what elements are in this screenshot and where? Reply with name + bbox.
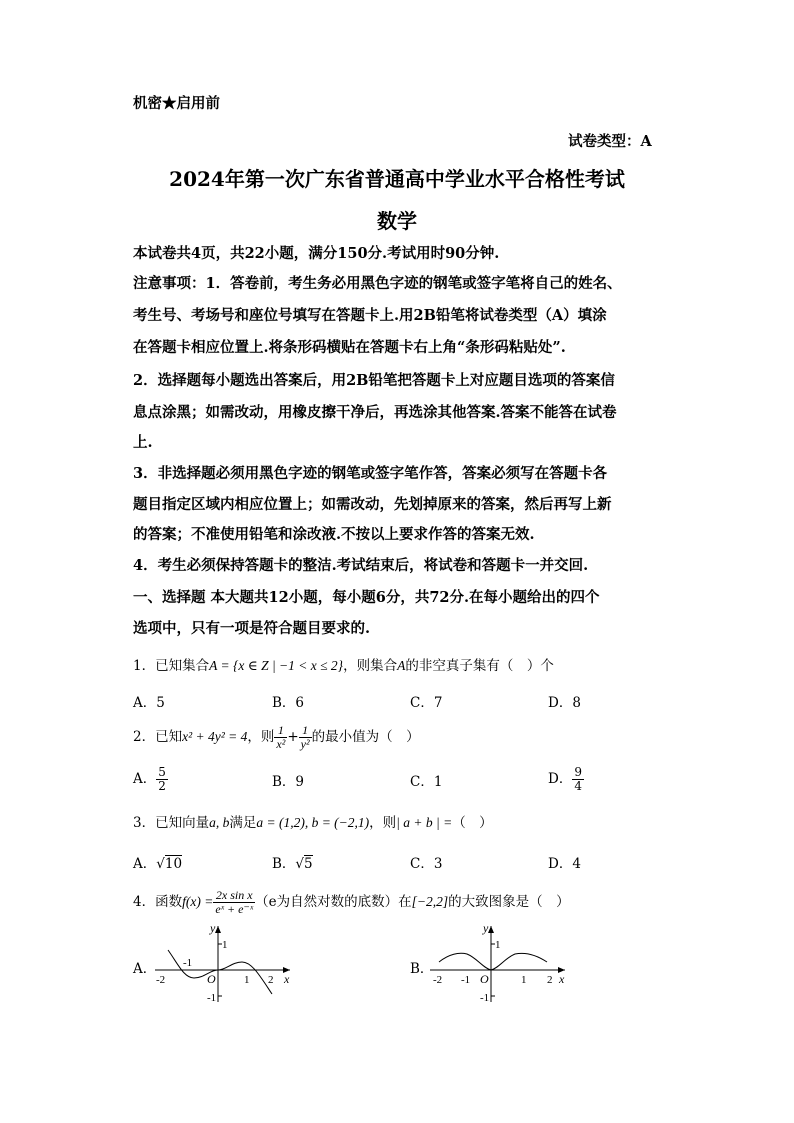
tick-label: -1	[183, 957, 193, 969]
vector-condition: a = (1,2), b = (−2,1)	[256, 815, 370, 830]
fraction-numerator: 1	[274, 724, 287, 738]
notice-line: 3．非选择题必须用黑色字迹的钢笔或签字笔作答，答案必须写在答题卡各	[133, 465, 608, 482]
fraction	[299, 724, 312, 750]
notice-line: 考生号、考场号和座位号填写在答题卡上.用2B铅笔将试卷类型（A）填涂	[133, 307, 607, 324]
sqrt-value: 10	[164, 856, 183, 872]
tick-label: 2	[268, 974, 274, 986]
graph-option-b	[425, 920, 575, 1008]
notice-line: 的答案；不准使用铅笔和涂改液.不按以上要求作答的答案无效.	[133, 526, 535, 543]
set-expression: A = {x ∈ Z | −1 < x ≤ 2}	[209, 658, 344, 673]
question-4	[133, 884, 570, 920]
tick-label: -2	[156, 974, 166, 986]
tick-label: 1	[521, 974, 527, 986]
option-d	[548, 762, 584, 796]
vector-names: a, b	[209, 815, 230, 830]
sqrt-value: 5	[304, 856, 313, 872]
axis-label-x: x	[559, 972, 565, 986]
fraction	[274, 724, 287, 750]
axis-label-y: y	[210, 921, 216, 935]
function-name: f(x) =	[182, 894, 214, 909]
fraction-denominator: x²	[276, 737, 286, 751]
fraction-numerator: 9	[574, 765, 582, 780]
axis-label-x: x	[284, 972, 290, 986]
fraction-denominator: y²	[300, 737, 310, 751]
vector-expression: | a + b | =	[396, 815, 453, 830]
question-text: 1．已知集合	[133, 658, 210, 674]
variable: A	[397, 658, 406, 673]
subject-title: 数学	[377, 209, 417, 233]
question-text: （e为自然对数的底数）在	[255, 894, 412, 910]
fraction	[572, 766, 584, 792]
option-b: B．	[410, 961, 434, 977]
question-text: 的大致图象是（ ）	[448, 894, 570, 910]
secret-label: 机密★启用前	[133, 95, 220, 112]
question-text: 的非空真子集有（ ）个	[405, 658, 554, 674]
question-text: （ ）	[452, 815, 493, 831]
option-a	[133, 762, 168, 796]
question-text: 4．函数	[133, 894, 183, 910]
fraction-numerator: 5	[158, 765, 166, 780]
tick-label: 2	[547, 974, 553, 986]
y-arrow-icon	[215, 926, 221, 933]
fraction-numerator: 2x sin x	[213, 889, 255, 903]
tick-label: -1	[207, 992, 217, 1004]
option-label: B．	[272, 856, 296, 872]
fraction-denominator: eˣ + e⁻ˣ	[215, 902, 254, 916]
plus-sign: +	[287, 729, 299, 745]
fraction	[213, 889, 255, 915]
intro-text: 本试卷共4页，共22小题，满分150分.考试用时90分钟.	[133, 245, 500, 262]
equation: x² + 4y² = 4	[182, 729, 248, 744]
tick-label: -1	[461, 974, 471, 986]
tick-label: 1	[244, 974, 250, 986]
tick-label: -1	[480, 992, 490, 1004]
option-d: D．8	[548, 695, 581, 711]
option-d: D．4	[548, 856, 581, 872]
option-c: C．3	[410, 856, 443, 872]
section-heading: 选项中，只有一项是符合题目要求的.	[133, 620, 371, 637]
option-c: C．1	[410, 774, 443, 790]
question-2	[133, 720, 420, 754]
option-b	[272, 852, 313, 872]
section-heading: 一、选择题 本大题共12小题，每小题6分，共72分.在每小题给出的四个	[133, 589, 600, 606]
option-label: A．	[133, 771, 157, 787]
axis-label-y: y	[483, 921, 489, 935]
notice-line: 在答题卡相应位置上.将条形码横贴在答题卡右上角“条形码粘贴处”.	[133, 339, 566, 356]
origin-label: O	[480, 972, 489, 986]
question-text: 满足	[229, 815, 257, 831]
question-text: 的最小值为（ ）	[311, 729, 420, 745]
option-c: C．7	[410, 695, 443, 711]
option-label: A．	[133, 856, 157, 872]
graph-option-a	[150, 920, 300, 1008]
option-a: A．	[133, 961, 157, 977]
notice-line: 题目指定区域内相应位置上；如需改动，先划掉原来的答案，然后再写上新	[133, 496, 612, 513]
fraction-numerator: 1	[299, 724, 312, 738]
notice-line: 息点涂黑；如需改动，用橡皮擦干净后，再选涂其他答案.答案不能答在试卷	[133, 404, 617, 421]
option-label: D．	[548, 771, 573, 787]
question-text: ，则集合	[343, 658, 398, 674]
question-3	[133, 811, 493, 831]
question-text: 2．已知	[133, 729, 183, 745]
fraction	[156, 766, 168, 792]
y-arrow-icon	[488, 926, 494, 933]
sqrt-icon: √	[156, 856, 165, 872]
notice-line: 4．考生必须保持答题卡的整洁.考试结束后，将试卷和答题卡一并交回.	[133, 557, 589, 574]
option-a	[133, 852, 182, 872]
fraction-denominator: 4	[574, 779, 582, 793]
fraction-denominator: 2	[158, 779, 166, 793]
option-b: B．6	[272, 695, 305, 711]
sqrt-icon: √	[295, 856, 305, 872]
page-title: 2024年第一次广东省普通高中学业水平合格性考试	[169, 167, 625, 191]
tick-label: 1	[222, 939, 228, 951]
tick-label: -2	[433, 974, 443, 986]
question-text: ，则	[369, 815, 397, 831]
option-b: B．9	[272, 774, 305, 790]
paper-type-label: 试卷类型：A	[568, 133, 652, 150]
option-a: A．5	[133, 695, 165, 711]
interval: [−2,2]	[411, 894, 449, 909]
notice-line: 注意事项：1．答卷前，考生务必用黑色字迹的钢笔或签字笔将自己的姓名、	[133, 275, 622, 292]
question-1	[133, 654, 554, 674]
question-text: ，则	[247, 729, 275, 745]
curve	[439, 953, 547, 970]
notice-line: 2．选择题每小题选出答案后，用2B铅笔把答题卡上对应题目选项的答案信	[133, 372, 615, 389]
question-text: 3．已知向量	[133, 815, 210, 831]
origin-label: O	[207, 972, 216, 986]
tick-label: 1	[495, 939, 501, 951]
notice-line: 上.	[133, 434, 153, 451]
